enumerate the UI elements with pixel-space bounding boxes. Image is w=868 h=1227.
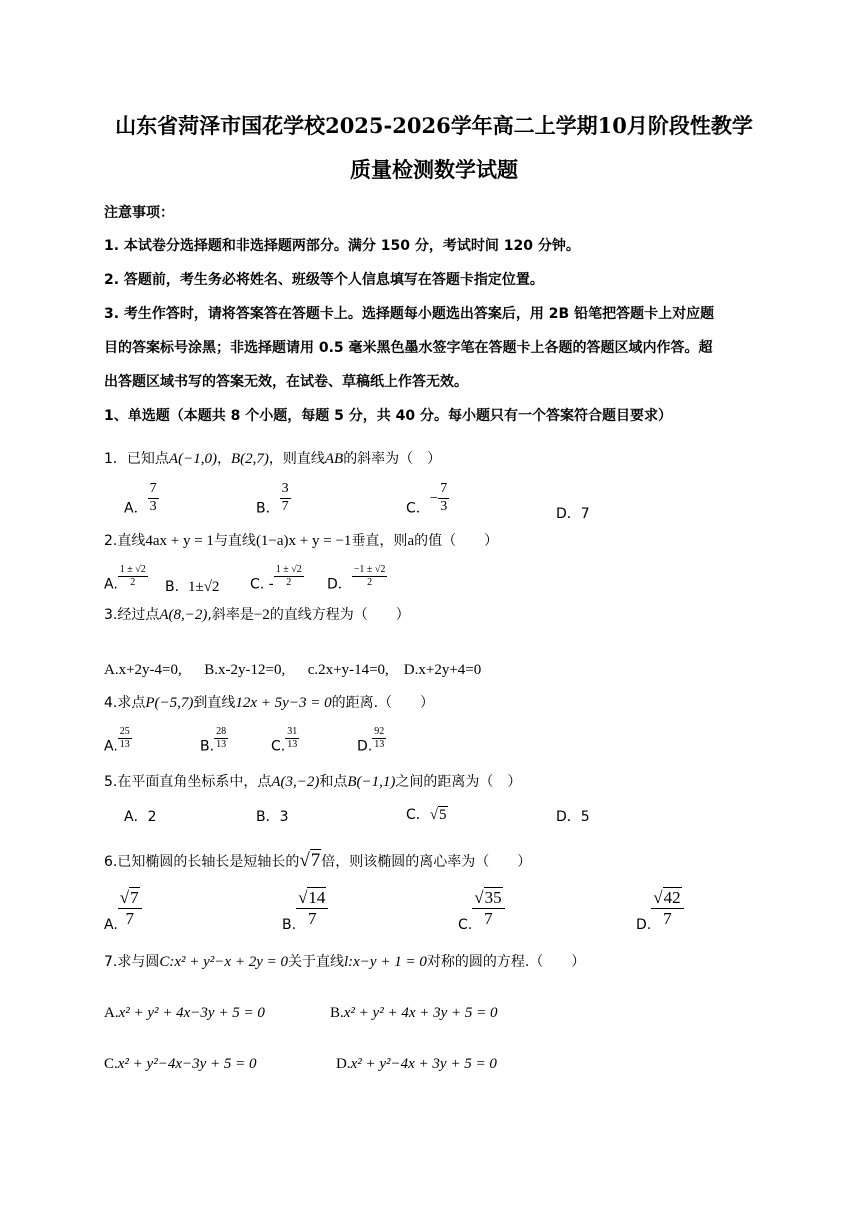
q1-option-b-label: B．: [256, 500, 280, 517]
q2-d-den: 2: [367, 577, 373, 588]
q5-option-c-sqrt: √5: [429, 807, 447, 823]
q1-c-den: 3: [440, 498, 448, 514]
q6-b-radicand: 14: [308, 888, 326, 907]
q4-point: P(−5,7): [145, 695, 194, 711]
q4-a-den: 13: [119, 739, 130, 750]
q5-option-c: [406, 806, 448, 824]
q2-line-2: (1−a)x + y = −1: [255, 533, 352, 549]
q7-option-a-eq: x² + y² + 4x−3y + 5 = 0: [118, 1005, 265, 1021]
q2-suffix2: 的值（ ）: [414, 533, 499, 549]
notice-heading: 注意事项：: [104, 205, 174, 221]
q6-option-d-fraction: [651, 888, 683, 930]
q4-a-num: 25: [119, 726, 130, 737]
exam-title-line1: 山东省菏泽市国花学校2025-2026学年高二上学期10月阶段性教学: [115, 113, 753, 138]
q4-line: 12x + 5y−3 = 0: [235, 695, 332, 711]
q7-mid: 关于直线: [287, 954, 344, 970]
exam-title-line2: 质量检测数学试题: [350, 157, 518, 182]
q6-option-b-fraction: [296, 888, 328, 930]
q1-option-b: [256, 481, 291, 517]
q6-b-num: √14: [296, 888, 328, 909]
q4-d-num: 92: [374, 726, 385, 737]
q6-c-den: 7: [484, 909, 493, 929]
q4-option-d: [357, 726, 386, 755]
q1-option-b-fraction: [280, 481, 291, 516]
q6-d-num: √42: [651, 888, 683, 909]
q7-option-d-label: D.: [336, 1056, 351, 1072]
q6-b-den: 7: [307, 909, 317, 929]
question-4: [104, 694, 434, 712]
q4-c-den: 13: [287, 739, 298, 750]
q2-var-a: a: [407, 533, 415, 549]
q1-option-a: [124, 481, 159, 517]
q2-option-b-label: B.: [165, 579, 180, 595]
q7-prefix: 7.求与圆: [104, 954, 160, 970]
q4-option-d-fraction: [372, 726, 386, 751]
q6-sqrt: √7: [299, 850, 321, 871]
q4-option-a-label: A.: [104, 738, 118, 755]
q2-mid: 与直线: [213, 533, 256, 549]
q7-option-b-eq: x² + y² + 4x + 3y + 5 = 0: [343, 1005, 498, 1021]
q2-line-1: 4ax + y = 1: [145, 533, 214, 549]
q7-option-d-eq: x² + y²−4x + 3y + 5 = 0: [350, 1056, 497, 1072]
q4-option-a-fraction: [118, 726, 132, 751]
q1-option-d: D．7: [556, 506, 590, 522]
q3-options: A.x+2y-4=0, B.x-2y-12=0, c.2x+y-14=0, D.x+2y+4=0: [104, 662, 482, 678]
q4-mid: 到直线: [193, 695, 236, 711]
q6-c-radicand: 35: [484, 888, 502, 907]
question-3: [104, 606, 410, 624]
notice-item-1: 1. 本试卷分选择题和非选择题两部分。满分 150 分，考试时间 120 分钟。: [104, 238, 580, 254]
q7-suffix: 对称的圆的方程.（ ）: [426, 954, 586, 970]
question-2: [104, 532, 498, 550]
q7-circle: C:x² + y²−x + 2y = 0: [159, 954, 288, 970]
q5-option-a: A．2: [124, 809, 157, 825]
q1-ab: AB: [324, 451, 344, 467]
q2-prefix: 2.直线: [104, 533, 146, 549]
q2-a-den: 2: [130, 577, 136, 588]
q1-a-den: 3: [149, 498, 157, 514]
q6-d-den: 7: [663, 909, 672, 929]
q5-point-a: A(3,−2): [271, 774, 320, 790]
q4-option-c: [271, 726, 299, 755]
q4-d-den: 13: [374, 739, 385, 750]
q6-option-c: [458, 888, 505, 934]
q4-suffix: 的距离.（ ）: [331, 695, 435, 711]
q7-line: l:x−y + 1 = 0: [343, 954, 427, 970]
q2-option-a-fraction: [118, 564, 148, 589]
q7-option-d: [336, 1055, 497, 1073]
q2-option-b: [165, 578, 219, 596]
q1-point-a: A(−1,0): [168, 451, 217, 467]
q7-option-c-label: C.: [104, 1056, 118, 1072]
q5-option-b: B．3: [256, 809, 289, 825]
q6-option-d: [636, 888, 684, 934]
q1-point-b: B(2,7): [230, 451, 269, 467]
notice-item-2: 2. 答题前，考生务必将姓名、班级等个人信息填写在答题卡指定位置。: [104, 272, 544, 288]
q3-point: A(8,−2): [159, 607, 208, 623]
q5-c-radicand: 5: [439, 807, 447, 823]
q4-b-num: 28: [216, 726, 227, 737]
q2-c-den: 2: [286, 577, 292, 588]
question-7: [104, 953, 585, 971]
q6-a-num: √7: [118, 888, 142, 909]
question-1: [104, 450, 441, 468]
q2-option-c-label: C. -: [250, 576, 274, 593]
q5-point-b: B(−1,1): [347, 774, 396, 790]
q2-c-num: 1 ± √2: [275, 564, 302, 575]
notice-item-3-line1: 3. 考生作答时，请将答案答在答题卡上。选择题每小题选出答案后，用 2B 铅笔把答题卡上对应题: [104, 306, 715, 322]
q7-option-c-eq: x² + y²−4x−3y + 5 = 0: [117, 1056, 257, 1072]
q6-option-a-fraction: [118, 888, 142, 930]
q6-option-a-label: A.: [104, 916, 118, 933]
q6-c-num: √35: [472, 888, 504, 909]
q2-a-num: 1 ± √2: [119, 564, 146, 575]
q1-option-a-label: A．: [124, 500, 148, 517]
q3-suffix: 的直线方程为（ ）: [269, 607, 410, 623]
q4-c-num: 31: [287, 726, 298, 737]
q1-suffix: 的斜率为（ ）: [343, 451, 442, 467]
section-single-choice: 1、单选题（本题共 8 个小题，每题 5 分，共 40 分。每小题只有一个答案符合题目要求）: [104, 408, 672, 424]
q6-option-c-label: C.: [458, 916, 473, 933]
q5-prefix: 5.在平面直角坐标系中，点: [104, 774, 272, 790]
q1-a-num: 7: [148, 481, 159, 499]
q2-option-a: [104, 564, 148, 593]
q7-option-b-label: B.: [330, 1005, 344, 1021]
q3-slope: −2: [253, 607, 270, 623]
q6-option-c-fraction: [472, 888, 504, 930]
q2-option-c: [250, 564, 304, 593]
q1-mid: ，则直线: [268, 451, 325, 467]
q2-d-num: −1 ± √2: [353, 564, 386, 575]
notice-item-3-line3: 出答题区域书写的答案无效，在试卷、草稿纸上作答无效。: [104, 374, 468, 390]
q4-option-b-label: B.: [200, 738, 215, 755]
q3-prefix: 3.经过点: [104, 607, 160, 623]
q2-suffix1: 垂直，则: [351, 533, 408, 549]
q1-prefix: 1．已知点: [104, 451, 169, 467]
q4-option-b: [200, 726, 228, 755]
q1-b-den: 7: [281, 498, 289, 514]
q6-option-b: [282, 888, 328, 934]
q1-b-num: 3: [280, 481, 291, 499]
q6-option-b-label: B.: [282, 916, 297, 933]
q1-option-a-fraction: [148, 481, 159, 516]
q2-option-d-fraction: [352, 564, 388, 589]
q6-suffix: 倍，则该椭圆的离心率为（ ）: [321, 854, 532, 870]
q1-c-num: 7: [438, 481, 449, 499]
q6-option-a: [104, 888, 142, 934]
notice-item-3-line2: 目的答案标号涂黑；非选择题请用 0.5 毫米黑色墨水签字笔在答题卡上各题的答题区域内作答。超: [104, 340, 713, 356]
q2-option-d-label: D．: [327, 576, 352, 593]
question-5: [104, 773, 521, 791]
q2-option-a-label: A.: [104, 576, 118, 593]
q5-option-c-label: C．: [406, 807, 430, 823]
q5-option-d: D．5: [556, 809, 590, 825]
q5-suffix: 之间的距离为（ ）: [395, 774, 522, 790]
q6-a-den: 7: [125, 909, 134, 929]
q3-mid: ,斜率是: [207, 607, 254, 623]
q2-option-b-value: 1±√2: [187, 579, 220, 595]
q6-option-d-label: D.: [636, 916, 652, 933]
q4-option-b-fraction: [214, 726, 228, 751]
q5-mid: 和点: [319, 774, 348, 790]
q6-radicand: 7: [310, 850, 321, 871]
q4-prefix: 4.求点: [104, 695, 146, 711]
q1-option-c: [406, 481, 449, 517]
q4-option-c-fraction: [285, 726, 299, 751]
q7-option-c: [104, 1055, 257, 1073]
q1-option-c-sign: −: [429, 490, 439, 507]
question-6: [104, 850, 531, 873]
q7-option-a: [104, 1004, 265, 1022]
q4-option-c-label: C.: [271, 738, 286, 755]
q7-option-a-label: A.: [104, 1005, 119, 1021]
q4-option-a: [104, 726, 132, 755]
q6-prefix: 6.已知椭圆的长轴长是短轴长的: [104, 854, 300, 870]
q2-option-d: [327, 564, 387, 593]
q7-option-b: [330, 1004, 498, 1022]
q6-a-radicand: 7: [130, 888, 139, 907]
q4-option-d-label: D.: [357, 738, 373, 755]
q4-b-den: 13: [216, 739, 227, 750]
q1-option-c-label: C．: [406, 500, 430, 517]
q2-option-c-fraction: [274, 564, 304, 589]
q1-sep: ，: [216, 451, 231, 467]
q6-d-radicand: 42: [663, 888, 681, 907]
q1-option-c-fraction: [438, 481, 449, 516]
